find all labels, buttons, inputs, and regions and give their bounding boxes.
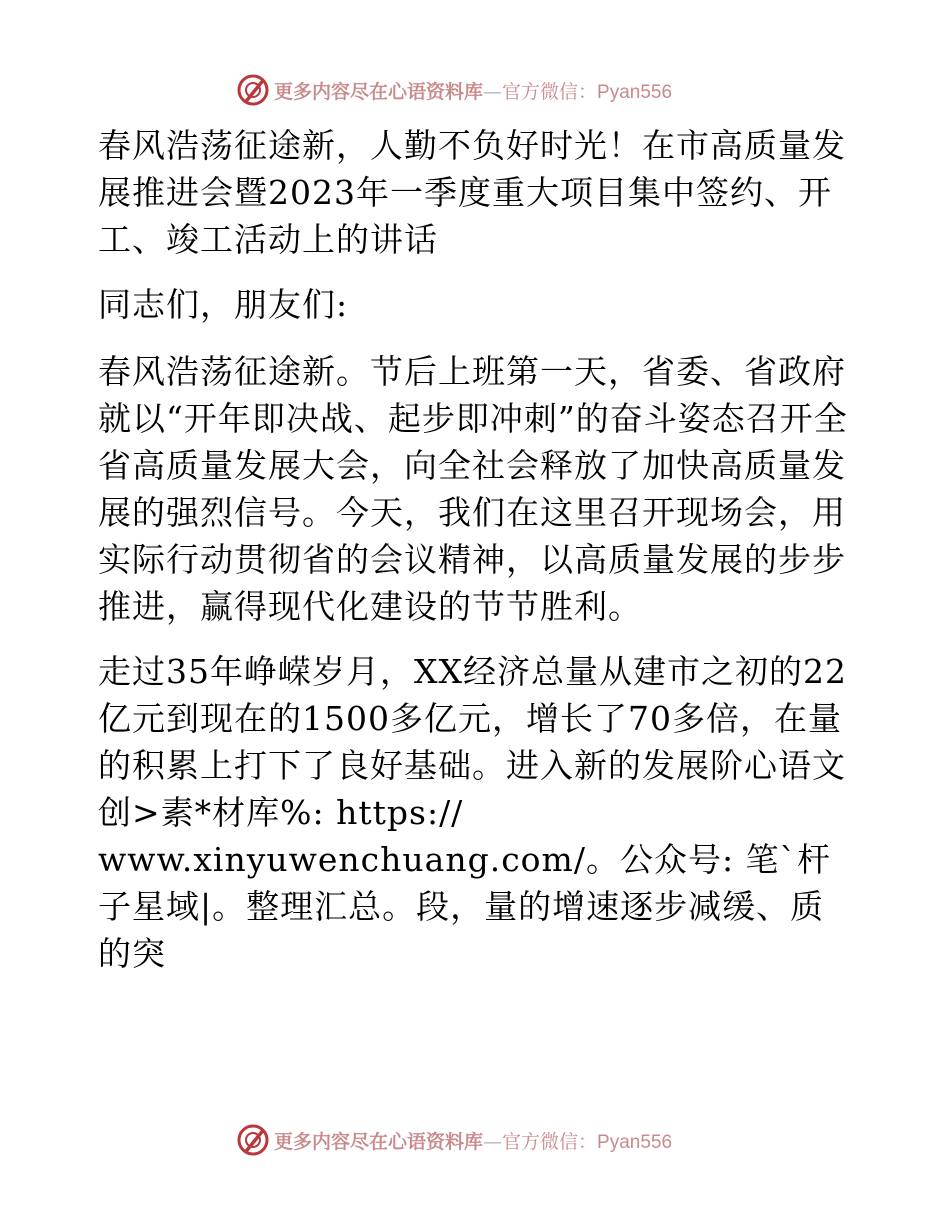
paragraph-2-part-2: www.xinyuwenchuang.com/。公众号: 笔`杆子星域|。整理汇总。段，量的增速逐步减缓、质的突	[98, 840, 832, 973]
document-body	[98, 122, 858, 977]
document-title: 春风浩荡征途新，人勤不负好时光！在市高质量发展推进会暨2023年一季度重大项目集中签约、开工、竣工活动上的讲话	[98, 126, 846, 259]
watermark-footer	[236, 1122, 716, 1158]
watermark-official: 官方微信：	[502, 80, 598, 103]
watermark-wechat-id: Pyan556	[597, 81, 673, 103]
watermark-text	[274, 1127, 672, 1154]
watermark-dash: —	[483, 1130, 503, 1153]
quill-logo-icon	[236, 73, 270, 107]
watermark-text	[274, 77, 672, 104]
watermark-header	[236, 72, 716, 108]
watermark-main: 更多内容尽在心语资料库	[274, 1130, 484, 1153]
greeting: 同志们，朋友们:	[98, 285, 349, 324]
quill-logo-icon	[236, 1123, 270, 1157]
paragraph-1: 春风浩荡征途新。节后上班第一天，省委、省政府就以“开年即决战、起步即冲刺”的奋斗姿态召开全省高质量发展大会，向全社会释放了加快高质量发展的强烈信号。今天，我们在这里召开现场会，用实际行动贯彻省的会议精神，以高质量发展的步步推进，赢得现代化建设的节节胜利。	[98, 352, 848, 626]
watermark-official: 官方微信：	[502, 1130, 598, 1153]
watermark-main: 更多内容尽在心语资料库	[274, 80, 484, 103]
paragraph-2-part-1: 走过35年峥嵘岁月，XX经济总量从建市之初的22亿元到现在的1500多亿元，增长了70多倍，在量的积累上打下了良好基础。进入新的发展阶心语文创>素*材库%: https://	[98, 652, 847, 832]
watermark-wechat-id: Pyan556	[597, 1131, 673, 1153]
watermark-dash: —	[483, 80, 503, 103]
